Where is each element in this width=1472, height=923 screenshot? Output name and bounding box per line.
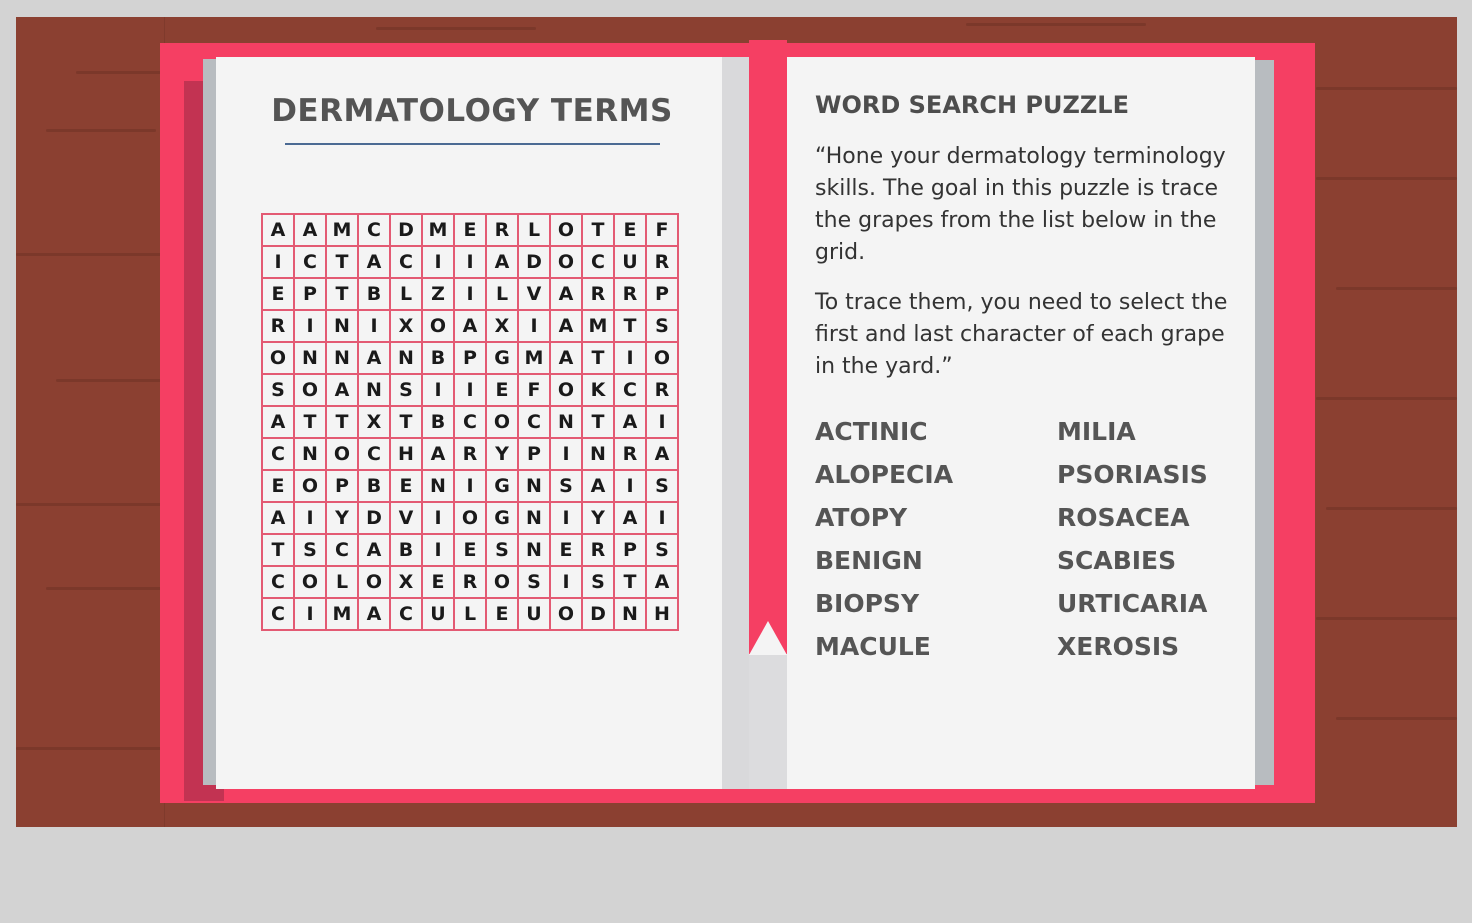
grid-cell[interactable]: C [391,599,423,631]
grid-cell[interactable]: C [615,375,647,407]
word-list-item: MACULE [815,632,931,661]
word-list-item: PSORIASIS [1057,460,1208,489]
grid-cell[interactable]: P [455,343,487,375]
grid-cell[interactable]: T [615,311,647,343]
grid-cell[interactable]: A [263,407,295,439]
grid-cell[interactable]: I [455,247,487,279]
grid-cell[interactable]: B [359,471,391,503]
grid-cell[interactable]: O [327,439,359,471]
grid-cell[interactable]: N [327,343,359,375]
grid-cell[interactable]: N [519,471,551,503]
word-list-item: MILIA [1057,417,1136,446]
grid-cell[interactable]: R [583,535,615,567]
grid-cell[interactable]: C [359,215,391,247]
grid-cell[interactable]: D [359,503,391,535]
grid-cell[interactable]: I [455,471,487,503]
grid-cell[interactable]: A [647,567,679,599]
grid-cell[interactable]: A [359,535,391,567]
grid-cell[interactable]: R [615,279,647,311]
grid-cell[interactable]: L [519,215,551,247]
word-list-item: ALOPECIA [815,460,954,489]
grid-cell[interactable]: M [583,311,615,343]
grid-cell[interactable]: A [583,471,615,503]
grid-cell[interactable]: B [423,343,455,375]
grid-cell[interactable]: L [391,279,423,311]
word-list-item: URTICARIA [1057,589,1208,618]
grid-cell[interactable]: B [423,407,455,439]
grid-cell[interactable]: B [359,279,391,311]
grid-cell[interactable]: E [263,471,295,503]
grid-cell[interactable]: Y [583,503,615,535]
grid-cell[interactable]: E [423,567,455,599]
grid-cell[interactable]: I [615,343,647,375]
grid-cell[interactable]: N [327,311,359,343]
grid-cell[interactable]: M [327,215,359,247]
grid-cell[interactable]: P [647,279,679,311]
grid-cell[interactable]: L [455,599,487,631]
grid-cell[interactable]: T [295,407,327,439]
puzzle-title: DERMATOLOGY TERMS [271,93,673,129]
grid-cell[interactable]: O [423,311,455,343]
grid-cell[interactable]: V [391,503,423,535]
grid-cell[interactable]: I [359,311,391,343]
grid-cell[interactable]: P [327,471,359,503]
grid-cell[interactable]: A [551,311,583,343]
grid-cell[interactable]: R [583,279,615,311]
grid-cell[interactable]: S [647,471,679,503]
grid-cell[interactable]: K [583,375,615,407]
grid-cell[interactable]: R [455,439,487,471]
grid-cell[interactable]: D [519,247,551,279]
grid-cell[interactable]: U [519,599,551,631]
grid-cell[interactable]: B [391,535,423,567]
grid-cell[interactable]: S [487,535,519,567]
grid-cell[interactable]: P [615,535,647,567]
grid-cell[interactable]: S [263,375,295,407]
grid-cell[interactable]: Y [487,439,519,471]
grid-cell[interactable]: I [295,599,327,631]
grid-cell[interactable]: O [487,407,519,439]
grid-cell[interactable]: D [391,215,423,247]
grid-cell[interactable]: N [359,375,391,407]
grid-cell[interactable]: R [615,439,647,471]
grid-cell[interactable]: A [455,311,487,343]
grid-cell[interactable]: E [615,215,647,247]
grid-cell[interactable]: U [615,247,647,279]
grid-cell[interactable]: I [647,407,679,439]
grid-cell[interactable]: A [551,279,583,311]
grid-cell[interactable]: C [519,407,551,439]
grid-cell[interactable]: G [487,471,519,503]
spine-left [722,57,749,789]
word-list-item: ACTINIC [815,417,928,446]
grid-cell[interactable]: R [455,567,487,599]
grid-cell[interactable]: X [359,407,391,439]
grid-cell[interactable]: C [327,535,359,567]
grid-cell[interactable]: X [391,567,423,599]
grid-cell[interactable]: I [615,471,647,503]
right-page-edges [1252,60,1274,785]
grid-cell[interactable]: O [551,599,583,631]
grid-cell[interactable]: M [327,599,359,631]
letter-grid [261,213,679,631]
grid-cell[interactable]: L [327,567,359,599]
grid-cell[interactable]: A [263,215,295,247]
grid-cell[interactable]: A [487,247,519,279]
word-list-item: BIOPSY [815,589,920,618]
grid-cell[interactable]: O [551,375,583,407]
grid-cell[interactable]: E [263,279,295,311]
grid-cell[interactable]: I [423,375,455,407]
grid-cell[interactable]: N [519,535,551,567]
grid-cell[interactable]: I [551,503,583,535]
grid-cell[interactable]: A [359,599,391,631]
grid-cell[interactable]: S [391,375,423,407]
grid-cell[interactable]: C [263,439,295,471]
grid-cell[interactable]: V [519,279,551,311]
grid-cell[interactable]: A [327,375,359,407]
grid-cell[interactable]: I [423,247,455,279]
grid-cell[interactable]: I [455,279,487,311]
grid-cell[interactable]: H [391,439,423,471]
grid-cell[interactable]: T [583,407,615,439]
grid-cell[interactable]: A [615,503,647,535]
grid-cell[interactable]: T [583,215,615,247]
grid-cell[interactable]: U [423,599,455,631]
grid-cell[interactable]: T [327,247,359,279]
grid-cell[interactable]: C [391,247,423,279]
grid-cell[interactable]: O [295,375,327,407]
grid-cell[interactable]: R [487,215,519,247]
grid-cell[interactable]: X [391,311,423,343]
grid-cell[interactable]: C [263,599,295,631]
grid-cell[interactable]: C [295,247,327,279]
grid-cell[interactable]: G [487,343,519,375]
grid-cell[interactable]: A [263,503,295,535]
grid-cell[interactable]: O [263,343,295,375]
grid-cell[interactable]: T [327,279,359,311]
grid-cell[interactable]: T [263,535,295,567]
grid-cell[interactable]: E [487,375,519,407]
grid-cell[interactable]: T [583,343,615,375]
instructions-paragraph-2: To trace them, you need to select the first and last character of each grape in the yard.” [815,290,1228,379]
grid-cell[interactable]: H [647,599,679,631]
grid-cell[interactable]: C [455,407,487,439]
grid-cell[interactable]: C [263,567,295,599]
grid-cell[interactable]: I [551,567,583,599]
word-list-item: ROSACEA [1057,503,1190,532]
puzzle-heading: WORD SEARCH PUZZLE [815,91,1129,119]
grid-cell[interactable]: O [551,247,583,279]
grid-cell[interactable]: T [615,567,647,599]
grid-cell[interactable]: F [647,215,679,247]
bookmark-ribbon [749,40,787,654]
grid-cell[interactable]: S [295,535,327,567]
grid-cell[interactable]: Z [423,279,455,311]
grid-cell[interactable]: N [423,471,455,503]
grid-cell[interactable]: I [263,247,295,279]
grid-cell[interactable]: T [327,407,359,439]
grid-cell[interactable]: A [647,439,679,471]
instructions-paragraph-1: “Hone your dermatology terminology skills. The goal in this puzzle is trace the grapes from the list below in the grid. [815,144,1226,265]
grid-cell[interactable]: N [583,439,615,471]
grid-cell[interactable]: S [551,471,583,503]
grid-cell[interactable]: O [551,215,583,247]
grid-cell[interactable]: S [647,311,679,343]
grid-cell[interactable]: T [391,407,423,439]
grid-cell[interactable]: N [519,503,551,535]
grid-cell[interactable]: N [551,407,583,439]
bookmark-notch [749,621,787,655]
word-list-item: ATOPY [815,503,908,532]
grid-cell[interactable]: X [487,311,519,343]
grid-cell[interactable]: E [455,535,487,567]
grid-cell[interactable]: R [647,247,679,279]
grid-cell[interactable]: Y [327,503,359,535]
grid-cell[interactable]: P [519,439,551,471]
grid-cell[interactable]: E [487,599,519,631]
grid-cell[interactable]: F [519,375,551,407]
grid-cell[interactable]: O [359,567,391,599]
grid-cell[interactable]: E [455,215,487,247]
grid-cell[interactable]: I [423,535,455,567]
grid-cell[interactable]: N [295,343,327,375]
grid-cell[interactable]: I [295,503,327,535]
grid-cell[interactable]: E [551,535,583,567]
grid-cell[interactable]: N [295,439,327,471]
grid-cell[interactable]: M [519,343,551,375]
grid-cell[interactable]: P [295,279,327,311]
title-underline [285,143,660,145]
grid-cell[interactable]: A [359,343,391,375]
grid-cell[interactable]: I [519,311,551,343]
word-list-item: SCABIES [1057,546,1177,575]
grid-cell[interactable]: L [487,279,519,311]
grid-cell[interactable]: N [615,599,647,631]
grid-cell[interactable]: E [391,471,423,503]
word-list-item: XEROSIS [1057,632,1180,661]
grid-cell[interactable]: I [423,503,455,535]
grid-cell[interactable]: G [487,503,519,535]
grid-cell[interactable]: C [583,247,615,279]
grid-cell[interactable]: S [647,535,679,567]
grid-cell[interactable]: C [359,439,391,471]
grid-cell[interactable]: A [551,343,583,375]
grid-cell[interactable]: R [263,311,295,343]
grid-cell[interactable]: A [615,407,647,439]
grid-cell[interactable]: A [359,247,391,279]
word-list-item: BENIGN [815,546,923,575]
grid-cell[interactable]: M [423,215,455,247]
word-list [815,415,1235,673]
grid-cell[interactable]: O [295,471,327,503]
grid-cell[interactable]: S [519,567,551,599]
grid-cell[interactable]: O [647,343,679,375]
grid-cell[interactable]: I [551,439,583,471]
grid-cell[interactable]: A [295,215,327,247]
grid-cell[interactable]: O [295,567,327,599]
grid-cell[interactable]: I [455,375,487,407]
grid-cell[interactable]: O [487,567,519,599]
grid-cell[interactable]: I [647,503,679,535]
grid-cell[interactable]: S [583,567,615,599]
grid-cell[interactable]: O [455,503,487,535]
grid-cell[interactable]: N [391,343,423,375]
grid-cell[interactable]: A [423,439,455,471]
grid-cell[interactable]: I [295,311,327,343]
grid-cell[interactable]: R [647,375,679,407]
grid-cell[interactable]: D [583,599,615,631]
